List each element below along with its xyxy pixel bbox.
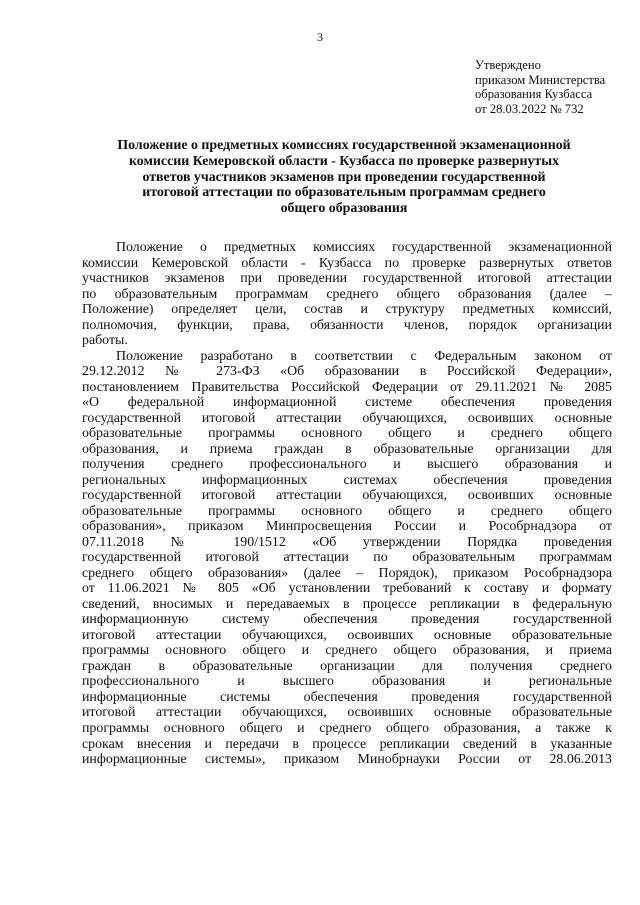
body-line: Положение разработано в соответствии с Федеральным законом от xyxy=(116,348,612,364)
body-line: государственной итоговой аттестации по образовательным программам xyxy=(82,550,612,566)
approval-line: Утверждено xyxy=(475,58,541,72)
body-line: информационные системы», приказом Минобрнауки России от 28.06.2013 xyxy=(82,752,612,768)
body-line: образовательные программы основного общего и среднего общего xyxy=(82,503,612,519)
body-line: информационные системы обеспечения проведения государственной xyxy=(82,689,612,705)
body-line: граждан в образовательные организации для получения среднего xyxy=(82,658,612,674)
body-line: по образовательным программам среднего общего образования (далее – xyxy=(82,286,612,302)
body-line: программы основного общего и среднего общего образования, и приема xyxy=(82,643,612,659)
body-line: полномочия, функции, права, обязанности членов, порядок организации xyxy=(82,317,612,333)
title-line: Положение о предметных комиссиях государственной экзаменационной xyxy=(117,138,571,153)
body-line: Положение о предметных комиссиях государственной экзаменационной xyxy=(116,240,612,255)
body-line: государственной итоговой аттестации обучающихся, освоивших основные xyxy=(82,488,612,504)
body-line: Положение) определяет цели, состав и структуру предметных комиссий, xyxy=(82,302,612,318)
body-line: получения среднего профессионального и высшего образования и xyxy=(82,457,612,473)
body-line: образования», приказом Минпросвещения России и Рособрнадзора от xyxy=(82,519,612,535)
title-line: общего образования xyxy=(280,201,408,217)
approval-line: приказом Министерства xyxy=(475,72,606,87)
body-line: постановлением Правительства Российской Федерации от 29.11.2021 № 2085 xyxy=(82,379,612,395)
title-line: комиссии Кемеровской области - Кузбасса по проверке развернутых xyxy=(128,153,560,169)
body-line: региональных информационных системах обеспечения проведения xyxy=(82,472,612,488)
body-line: программы основного общего и среднего общего образования, а также к xyxy=(82,720,612,736)
approval-line: от 28.03.2022 № 732 xyxy=(475,101,584,116)
body-line: 07.11.2018 № 190/1512 «Об утверждении Порядка проведения xyxy=(82,534,612,550)
body-line: сведений, вносимых и передаваемых в процессе репликации в федеральную xyxy=(82,596,612,612)
approval-stamp xyxy=(475,58,635,116)
body-line: «О федеральной информационной системе обеспечения проведения xyxy=(82,395,612,411)
body-line: государственной итоговой аттестации обучающихся, освоивших основные xyxy=(82,410,612,426)
body-line: комиссии Кемеровской области - Кузбасса по проверке развернутых ответов xyxy=(82,255,612,271)
body-line: итоговой аттестации обучающихся, освоивших основные образовательные xyxy=(82,627,612,643)
body-line: срокам внесения и передачи в процессе репликации сведений в указанные xyxy=(82,736,612,752)
approval-line: образования Кузбасса xyxy=(475,87,593,102)
document-title xyxy=(72,138,616,217)
page-number: 3 xyxy=(317,30,323,44)
body-line: образовательные программы основного общего и среднего общего xyxy=(82,426,612,442)
body-line: от 11.06.2021 № 805 «Об установлении требований к составу и формату xyxy=(82,581,612,597)
body-line: 29.12.2012 № 273-ФЗ «Об образовании в Российской Федерации», xyxy=(82,364,612,380)
document-body xyxy=(82,240,612,768)
title-line: итоговой аттестации по образовательным программам среднего xyxy=(142,185,546,201)
body-line: среднего общего образования» (далее – Порядок), приказом Рособрнадзора xyxy=(82,565,612,581)
body-line: участников экзаменов при проведении государственной итоговой аттестации xyxy=(82,271,612,287)
body-line: итоговой аттестации обучающихся, освоивших основные образовательные xyxy=(82,705,612,721)
body-line: работы. xyxy=(82,333,128,349)
title-line: ответов участников экзаменов при проведении государственной xyxy=(142,169,546,185)
body-line: образования, и приема граждан в образовательные организации для xyxy=(82,441,612,457)
body-line: профессионального и высшего образования и региональные xyxy=(82,674,612,690)
body-line: информационную систему обеспечения проведения государственной xyxy=(82,612,612,628)
